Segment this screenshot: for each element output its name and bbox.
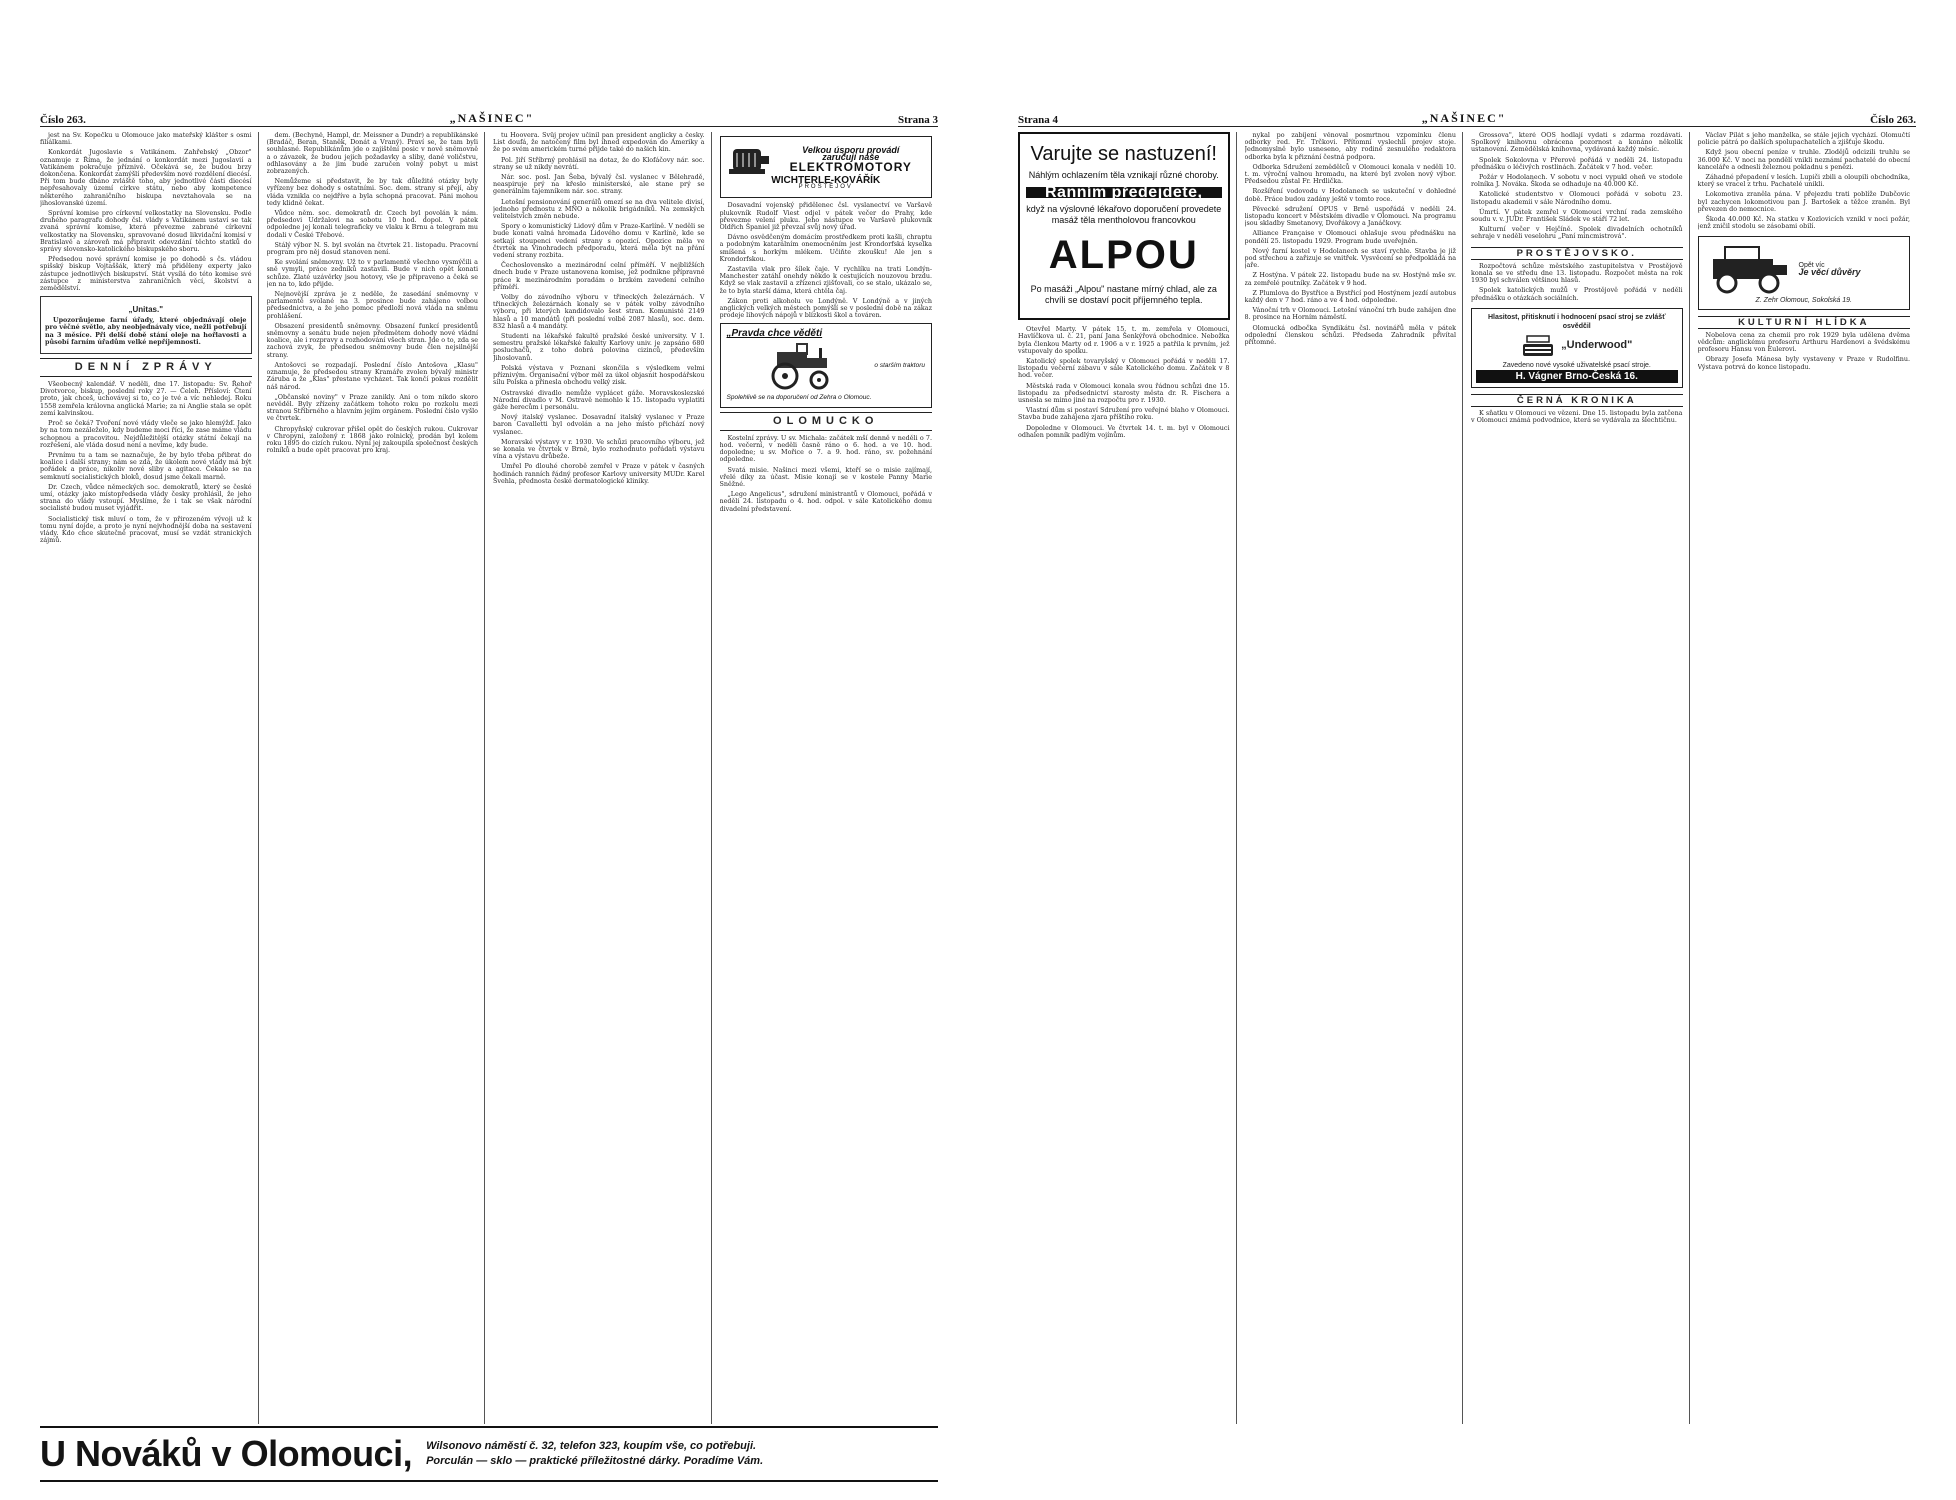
article-paragraph: jest na Sv. Kopečku u Olomouce jako mateřský klášter s osmi filiálkami. [40,132,252,147]
column-1 [40,132,259,1424]
article-paragraph: Spory o komunistický Lidový dům v Praze-Karlíně. V neděli se bude konati valná hromada Lidového domu v Karlíně, kde se setkají stoupenci vedení strany s opozicí. Opozice měla ve čtvrtek na Vinohradech předporadu, která měla být na přání vedení strany rozbita. [493,222,705,260]
notice-heading: „Unitas." [128,305,163,315]
ad-footer: Spolehlivě se na doporučení od Zehra o Olomouc. [726,393,872,401]
ad-body: když na výslovné lékařovo doporučení provedete masáž těla mentholovou francovkou [1026,204,1222,226]
article-paragraph: Svatá misie. Našinci mezi všemi, kteří se o misie zajímají, vřelé díky za účast. Misie konají se v kostele Panny Marie Sněžné. [719,465,932,489]
article-paragraph: K sňatku v Olomouci ve vězeni. Dne 15. listopadu byla zatčena v Olomouci známá podvodnice, která se vydávala za šlechtičnu. [1471,409,1683,425]
ad-footer: Po masáži „Alpou" nastane mírný chlad, ale za chvíli se dostaví pocit příjemného tepla. [1030,284,1217,306]
article-paragraph: Otevřel Marty. V pátek 15. t. m. zemřela v Olomouci, Havlíčkova ul. č. 21, paní Jana Šenkýřová obchodnice. Nebožka byla členkou Marty od r. 1906 a v r. 1925 a patřila k prvním, jež vstupovaly do spolku. [1018,325,1230,355]
article-paragraph: Vlastní dům si postaví Sdružení pro veřejné blaho v Olomouci. Stavba bude zahájena zjara příštího roku. [1018,406,1230,422]
article-paragraph: Olomucká odbočka Syndikátu čsl. novinářů měla v pátek odpolední členskou schůzi. Předseda Zahradník přivítal přítomné. [1244,323,1456,347]
page-header [1018,104,1916,127]
article-paragraph: Kostelní zprávy. U sv. Michala: začátek mší denně v neděli o 7. hod. večerní, v neděli časně ráno o 6. hod. a ve 10. hod. dopoledne; u sv. Mořice o 7. a 9. hod. ráno, sv. požehnání odpoledne. [719,433,932,464]
article-paragraph: Konkordát Jugoslavie s Vatikánem. Zahřebský „Obzor" oznamuje z Říma, že jednání o konkordát mezi Jugoslavií a Vatikánem pokračuje příznivě. Očekává se, že budou brzy dokončena. Konkordát zamýšlí především nové rozdělení diecésí. Při tom bude dbáno zvláště toho, aby jednotlivé části diecésí nepřesahovaly území církve státu, nebo aby kompetence některého zahraničního biskupa nevztahovala se na jihoslovanské území. [40,148,252,207]
article-paragraph: Vůdce něm. soc. demokratů dr. Czech byl povolán k nám. předsedovi Udržalovi na sobotu 10 hod. dopol. V pátek odpoledne jej konali telegraficky ve vlaku k Brnu a telegram mu dodali v České Třebové. [266,209,478,239]
column-4 [1698,132,1917,1424]
typewriter-icon [1521,334,1555,358]
advertisement-electromotors [720,136,933,198]
advertisement-alpa [1018,132,1230,320]
article-paragraph: Pěvecké sdružení OPUS v Brně uspořádá v neděli 24. listopadu koncert v Městském divadle v Olomouci. Na programu jsou skladby Smetanovy, Dvořákovy a Janáčkovy. [1244,204,1456,228]
ad-seller: Z. Zehr Olomouc, Sokolská 19. [1755,297,1852,305]
article-paragraph: Letošní pensionování generálů omezí se na dva velitele divisí, jednoho přednostu z MNO a několik brigádníků. Na zemských velitelstvích změn nebude. [493,197,705,221]
page-label: Strana 4 [1018,114,1059,126]
article-paragraph: Městská rada v Olomouci konala svou řádnou schůzi dne 15. listopadu za předsednictví starosty města dr. R. Fischera a usnesla se mimo jiné na rozpočtu pro r. 1930. [1018,381,1230,405]
article-paragraph: Dopoledne v Olomouci. Ve čtvrtek 14. t. m. byl v Olomouci odhalen pomník padlým vojínům. [1018,423,1230,439]
banner-shop-name: U Nováků v Olomouci, [40,1433,413,1474]
ad-brand: ALPOU [1048,233,1199,278]
article-paragraph: Z Plumlova do Bystřice a Bystřicí pod Hostýnem jezdí autobus každý den v 7 hod. ráno a ve 4 hod. odpoledne. [1244,288,1456,305]
article-paragraph: Dosavadní vojenský přidělenec čsl. vyslanectví ve Varšavě plukovník Rudolf Viest odjel v pátek večer do Prahy, kde převezme velení pluku. Jeho nástupce ve Varšavě plukovník Oldřich Španiel již převzal svůj nový úřad. [719,201,932,232]
article-paragraph: Úmrtí. V pátek zemřel v Olomouci vrchní rada zemského soudu v. v. JUDr. František Sládek ve stáří 72 let. [1471,207,1683,224]
article-paragraph: Rozšíření vodovodu v Hodolanech se uskuteční v dohledné době. Práce budou zadány ještě v tomto roce. [1244,187,1456,203]
ad-headline: Varujte se nastuzení! [1030,143,1217,165]
article-paragraph: Zastavila vlak pro šílek čaje. V rychlíku na trati Londýn-Manchester zatáhl onehdy někdo k cestujících nouzovou brzdu. Když se vlak zastavil a zřízenci zjišťovali, co se stalo, ukázalo se, že to byla starší dáma, která chtěla čaj. [719,265,932,295]
bottom-advertisement-banner [40,1426,938,1482]
article-paragraph: Ke svolání sněmovny. Už to v parlamentě všechno vysmýčili a sně vymyli, práce zedníků zastavili. Bude v nich opět konati schůze. Zlaté uzávěrky jsou hotovy, vše je připraveno a čeká se jen na to, kdo přijde. [266,258,478,288]
article-paragraph: Odborka Sdružení zemědělců v Olomouci konala v neděli 10. t. m. výroční valnou hromadu, na které byl zvolen nový výbor. Předsedou zůstal Fr. Hrdlička. [1244,162,1456,186]
article-paragraph: dem. (Bechyně, Hampl, dr. Meissner a Dundr) a republikánské (Bradáč, Beran, Staněk, Donát a Vraný). Praví se, že tam byli souhlasné. Republikánům jde o zajištění posic v nově sněmovně a o závazek, že budou jejich požadavky a sliby, dané voličstvu, odhlasovány a že jim bude zaručen volný pobyt u mist zobrazených. [266,132,478,176]
ad-subline: Náhlým ochlazením těla vznikají různé choroby. [1028,170,1219,180]
article-paragraph: Když jsou obecní peníze v truhle. Zlodějů odcizili truhlu se 36.000 Kč. V noci na pondělí vnikli neznámí pachatelé do obecní kanceláře a odnesli železnou pokladnu s penězi. [1697,148,1910,171]
masthead: „NAŠINEC" [1421,111,1507,125]
article-paragraph: Prvnímu tu a tam se naznačuje, že by bylo třeba přibrat do koalice i další strany; nám se zdá, že úkolem nové vlády má být pořádek a práce, nikoliv nové sliby a agitace. Čekalo se na semknutí socialistických bloků, dosud jsme čekali marně. [40,450,252,481]
article-paragraph: Moravské výstavy v r. 1930. Ve schůzi pracovního výboru, jež se konala ve čtvrtek v Brně, bylo rozhodnuto pořádati výstavu vína a výstavu drůbeže. [493,437,705,461]
ad-dark-band: Ranním předejdete, [1026,187,1222,198]
article-paragraph: Katolické studentstvo v Olomouci pořádá v sobotu 23. listopadu akademii v sále Národního domu. [1471,190,1683,206]
article-paragraph: Ostravské divadlo nemůže vyplácet gáže. Moravskoslezské Národní divadlo v M. Ostravě nemohlo k 15. listopadu vyplatiti gáže herecům i personálu. [493,388,705,411]
article-paragraph: Václav Pilát s jeho manželka, se stále jejich vychází. Olomučtí policie pátrá po dalších spolupachatelích a zjišťuje škodu. [1697,132,1910,147]
page-header [40,104,938,127]
issue-number: Číslo 263. [1870,114,1916,126]
banner-line: Porculán — sklo — praktické příležitostné dárky. Poradíme Vám. [426,1455,764,1467]
article-paragraph: Nár. soc. posl. Jan Šeba, bývalý čsl. vyslanec v Bělehradě, neaspiruje prý na křeslo ministerské, ale stane prý se generálním tajemníkem nár. soc. strany. [493,173,705,196]
article-paragraph: Nemůžeme si představit, že by tak důležité otázky byly vyřízeny bez dohody s ostatními. Soc. dem. strany si přejí, aby vláda vznikla co nejdříve a byla schopná pracovat. Páni mohou tedy klidně čekat. [266,177,478,207]
article-paragraph: Dr. Czech, vůdce německých soc. demokratů, který se české umí, otázky jako místopředseda vlády česky prohlásil, že jeho strana do vlády vstoupí. Myslíme, že i tak se však národní socialisté budou muset vyjádřit. [40,482,252,513]
article-paragraph: Obrazy Josefa Mánesa byly vystaveny v Praze v Rudolfinu. Výstava potrvá do konce listopadu. [1697,355,1910,371]
advertisement-car [1698,236,1911,309]
page-label: Strana 3 [897,114,938,126]
article-paragraph: Rozpočtová schůze městského zastupitelstva v Prostějově konala se ve středu dne 13. listopadu. Rozpočet města na rok 1930 byl schválen většinou hlasů. [1471,261,1683,285]
column-2 [267,132,486,1424]
article-paragraph: Čechoslovensko a mezinárodní celní příměří. V nejbližších dnech bude v Praze ustanovena komise, jež podnikne přípravné práce k mezinárodním poradám o brzkém zavedení celního příměří. [493,261,705,291]
article-paragraph: Škoda 40.000 Kč. Na statku v Kozlovicích vznikl v noci požár, jenž zničil stodolu se zásobami obilí. [1697,215,1910,231]
article-paragraph: Kulturní večer v Hejčíně. Spolek divadelních ochotníků sehraje v neděli veselohru „Paní mincmistrová". [1471,225,1683,241]
section-heading-denni-zpravy: DENNÍ ZPRÁVY [40,358,252,377]
ad-city: PROSTĚJOV [798,184,853,191]
article-paragraph: Proč se čeká? Tvoření nové vlády vleče se jako hlemýžď. Jako by na tom nezáleželo, kdy budeme moci říci, že zase máme vládu schopnou a pracovitou. Nejdůležitější otázky státní čekají na rozřešení, ale vláda dosud není a nevíme, kdy bude. [40,419,252,449]
ad-caption: o starším traktoru [874,362,925,370]
article-paragraph: Socialistický tisk mluví o tom, že v přirozeném vývoji už k tomu nyní dojde, a proto je nyní nejvhodnější doba na sestavení vlády. Kdo chce skutečně pracovat, musí se vzdát stranických zájmů. [40,514,252,545]
column-4 [720,132,939,1424]
section-heading-kulturni-hlidka: KULTURNÍ HLÍDKA [1698,316,1911,329]
article-paragraph: Katolický spolek tovaryšský v Olomouci pořádá v neděli 17. listopadu večerní zábavu v sále Katolického domu. Začátek v 8 hod. večer. [1018,357,1230,380]
article-paragraph: Všeobecný kalendář. V neděli, dne 17. listopadu: Sv. Řehoř Divotvorce, biskup, poslední roky 27. — Čeleh. Přísloví: Čtení proto, jak chceš, uchovávej si to, co je tvé a víc nehledej. Roku 1558 zemřela královna anglická Marie; za ni Anglie stala se opět zemí kalvinskou. [40,380,252,417]
ad-company: WICHTERLE-KOVÁŘÍK [771,175,881,186]
column-2 [1245,132,1464,1424]
ad-seller: H. Vágner Brno-Česká 16. [1476,370,1678,383]
notice-box [40,296,252,354]
article-paragraph: Alliance Française v Olomouci ohlašuje svou přednášku na pondělí 25. listopadu 1929. Program bude uveřejněn. [1244,229,1456,245]
article-paragraph: Obsazení presidentů sněmovny. Obsazení funkcí presidentů sněmovny a senátu bude nejen předmětem dohody nové vládní koalice, ale i rozpravy a rozhodování všech stran. Jde o to, zda se zachová zvyk, že předsedou sněmovny bude člen nejsilnější strany. [266,321,478,359]
article-paragraph: Grossova", které OOS hodlají vydati s zdarma rozdávati. Spolkový knihovnu obrácena pozornost a konáno několik ustanovení. Zemědělská knihovna, vydávaná každý měsíc. [1471,132,1683,154]
notice-text: Upozorňujeme farní úřady, které objednávají oleje pro věčné světlo, aby neobjednávaly více, nežli potřebují na 3 měsíce. Při delší době stání oleje na hořlavosti a působí farním úřadům velké nepříjemnosti. [45,316,247,346]
ad-line: Hlasitost, přitisknutí i hodnocení psací stroj se zvlášť osvědčil [1487,313,1666,330]
section-heading-olomucko: OLOMUCKO [720,412,933,431]
article-paragraph: „Občanské noviny" v Praze zanikly. Ani o tom nikdo skoro nevěděl. Byly zřízeny začátkem tohoto roku po rozkolu mezi stranou Stříbrného a hlavním jejím orgánem. Poslední číslo vyšlo ve čtvrtek. [266,392,478,423]
ad-line: Velkou úsporu provádí [802,145,900,156]
newspaper-page-right [978,0,1956,1500]
article-paragraph: Pol. Jiří Stříbrný prohlásil na dotaz, že do Klofáčovy nár. soc. strany se už nikdy nevrátí. [493,155,705,171]
article-paragraph: Vánoční trh v Olomouci. Letošní vánoční trh bude zahájen dne 8. prosince na Horním náměstí. [1244,306,1456,322]
section-heading-prostejovsko: PROSTĚJOVSKO. [1471,247,1683,260]
ad-brand: „Underwood" [1561,339,1633,352]
article-paragraph: Spolek Sokolovna v Přerově pořádá v neděli 24. listopadu přednášku o léčivých rostlinách. Začátek v 7 hod. večer. [1471,155,1683,171]
article-paragraph: Polská výstava v Poznani skončila s výsledkem velmi příznivým. Organisační výbor měl za úkol objasnit hospodářskou sílu Polska a přinesla obchodu velký zisk. [493,363,705,387]
article-paragraph: Zákon proti alkoholu ve Londýně. V Londýně a v jiných anglických velkých městech pomýšlí se v poslední době na zákaz prodeje lihových nápojů v blízkosti škol a továren. [719,296,932,320]
article-paragraph: Předsedou nové správní komise je po dohodě s čs. vládou spišský biskup Vojtaššák, který má přiděleny experty jako zástupce jednotlivých biskupství. Stát vysílá do této komise své zástupce z ministerstva zahraničních věcí, školství a zemědělství. [40,255,252,293]
article-paragraph: tu Hoovera. Svůj projev učinil pan president anglicky a česky. List doufá, že natočený film byl ihned expedován do Ameriky a že po svém americkém turné přijde také do našich kin. [493,132,705,154]
article-paragraph: nykal po zabíjení věnoval posmrtnou vzpomínku členu odborky red. Fr. Trčkovi. Přítomní vyslechli projev stoje. Jednomyslně bylo usneseno, aby rodině zesnulého redaktora odborka byla k přiznání čestná podpora. [1244,132,1456,161]
masthead: „NAŠINEC" [449,111,535,125]
column-1 [1018,132,1237,1424]
article-paragraph: Antošovci se rozpadají. Poslední číslo Antošova „Klasu" oznamuje, že předsedou strany Kramáře zvolen bývalý ministr Záruba a že „Klas" přestane vycházet. Tak končí pokus rozdělit náš národ. [266,360,478,391]
article-paragraph: Lokomotiva zraněla pána. V přejezdu trati poblíže Dubčovic byl zachycen lokomotivou pan J. Bartošek a těžce zraněn. Byl převezen do nemocnice. [1697,190,1910,213]
section-heading-cerna-kronika: ČERNÁ KRONIKA [1471,394,1683,407]
ad-line: Zavedeno nové vysoké uživatelské psací stroje. [1502,361,1651,369]
article-paragraph: Chropyňský cukrovar přišel opět do českých rukou. Cukrovar v Chropyni, založený r. 1868 jako rolnický, prodán byl kolem roku 1895 do cizích rukou. Nyní jej zakoupila společnost českých rolníků a bude opět pracovat pro kraj. [266,424,479,455]
article-paragraph: Nový italský vyslanec. Dosavadní italský vyslanec v Praze baron Cavalletti byl odvolán a na jeho místo přichází nový vyslanec. [493,413,705,436]
article-paragraph: Nejnovější zpráva je z neděle, že zasedání sněmovny v parlamentě svolané na 3. prosince bude zahájeno volbou předsednictva, a že jeho pomoc předloží nová vláda na sněmu prohlášení. [266,290,478,320]
article-paragraph: Volby do závodního výboru v třineckých železárnách. V třineckých železárnách konaly se v pátek volby závodního výboru, při kterých kandidovalo šest stran. Komunisté 2149 hlasů a 10 mandátů (při poslední volbě 2087 hlasů), soc. dem. 832 hlasů a 4 mandáty. [493,293,705,330]
article-paragraph: Požár v Hodolanech. V sobotu v noci vypukl oheň ve stodole rolníka J. Nováka. Škoda se odhaduje na 40.000 Kč. [1471,173,1683,189]
article-paragraph: Dávno osvědčeným domácím prostředkem proti kašli, chraptu a podobným katarálním onemocněním jest Krondorfská kyselka smíšená s horkým mlékem. Učiňte zkoušku! Ale jen s Krondorfskou. [719,233,932,263]
banner-info [426,1439,763,1469]
column-grid [40,132,938,1424]
ad-line: Opět víc [1798,262,1825,270]
advertisement-tractor [720,323,933,407]
banner-line: Wilsonovo náměstí č. 32, telefon 323, koupím vše, co potřebuji. [426,1440,757,1452]
car-icon [1703,241,1793,297]
electromotor-icon [727,143,771,177]
article-paragraph: Studenti na lékařské fakultě pražské české university. V I. semestru pražské lékařské fakulty Karlovy univ. je zapsáno 680 posluchačů, z toho dobrá polovina cizinců, především Jihoslovanů. [493,332,705,362]
article-paragraph: Spolek katolických mužů v Prostějově pořádá v neděli přednášku o otázkách sociálních. [1471,286,1683,302]
issue-number: Číslo 263. [40,114,86,126]
column-3 [493,132,712,1424]
article-paragraph: „Lego Angelicus", sdružení ministrantů v Olomouci, pořádá v neděli 24. listopadu o 4. hod. odpol. v sále Katolického domu divadelní představení. [719,490,932,513]
ad-line: zaručují naše [822,152,880,163]
column-grid [1018,132,1916,1424]
ad-tagline: Je věcí důvěry [1798,267,1861,278]
tractor-icon [757,342,837,390]
article-paragraph: Záhadné přepadení v lesích. Lupiči zbili a oloupili obchodníka, který se vracel z trhu. Pachatelé unikli. [1697,173,1910,189]
ad-line: ELEKTROMOTORY [789,159,912,174]
column-3 [1471,132,1690,1424]
article-paragraph: Stálý výbor N. S. byl svolán na čtvrtek 21. listopadu. Pracovní program pro něj dosud stanoven není. [266,240,478,257]
ad-title: „Pravda chce věděti [726,328,823,340]
article-paragraph: Z Hostýna. V pátek 22. listopadu bude na sv. Hostýně mše sv. za zemřelé poutníky. Začátek v 9 hod. [1244,271,1456,287]
article-paragraph: Nový farní kostel v Hodolanech se staví rychle. Stavba je již pod střechou a zařizuje se vnitřek. Vysvěcení se předpokládá na jaře. [1244,246,1456,270]
article-paragraph: Správní komise pro církevní velkostatky na Slovensku. Podle druhého paragrafu dohody čsl. vlády s Vatikánem ustaví se tak zvaná správní komise, která převezme zabrané církevní velkostatky na Slovensku, spravované dosud likvidační komisí v Bratislavě a zároveň má připravit odevzdání těchto statků do správy slovensko-katolického biskupského sboru. [40,209,252,254]
article-paragraph: Nobelova cena za chemii pro rok 1929 byla udělena dvěma vědcům: anglickému profesoru Arthuru Hardenovi a švédskému profesoru Hansu von Eulerovi. [1697,330,1910,354]
article-paragraph: Umřel Po dlouhé chorobě zemřel v Praze v pátek v časných hodinách ranních řádný profesor Karlovy university MUDr. Karel Švehla, přednosta české dermatologické kliniky. [493,462,705,485]
advertisement-underwood [1471,308,1683,388]
